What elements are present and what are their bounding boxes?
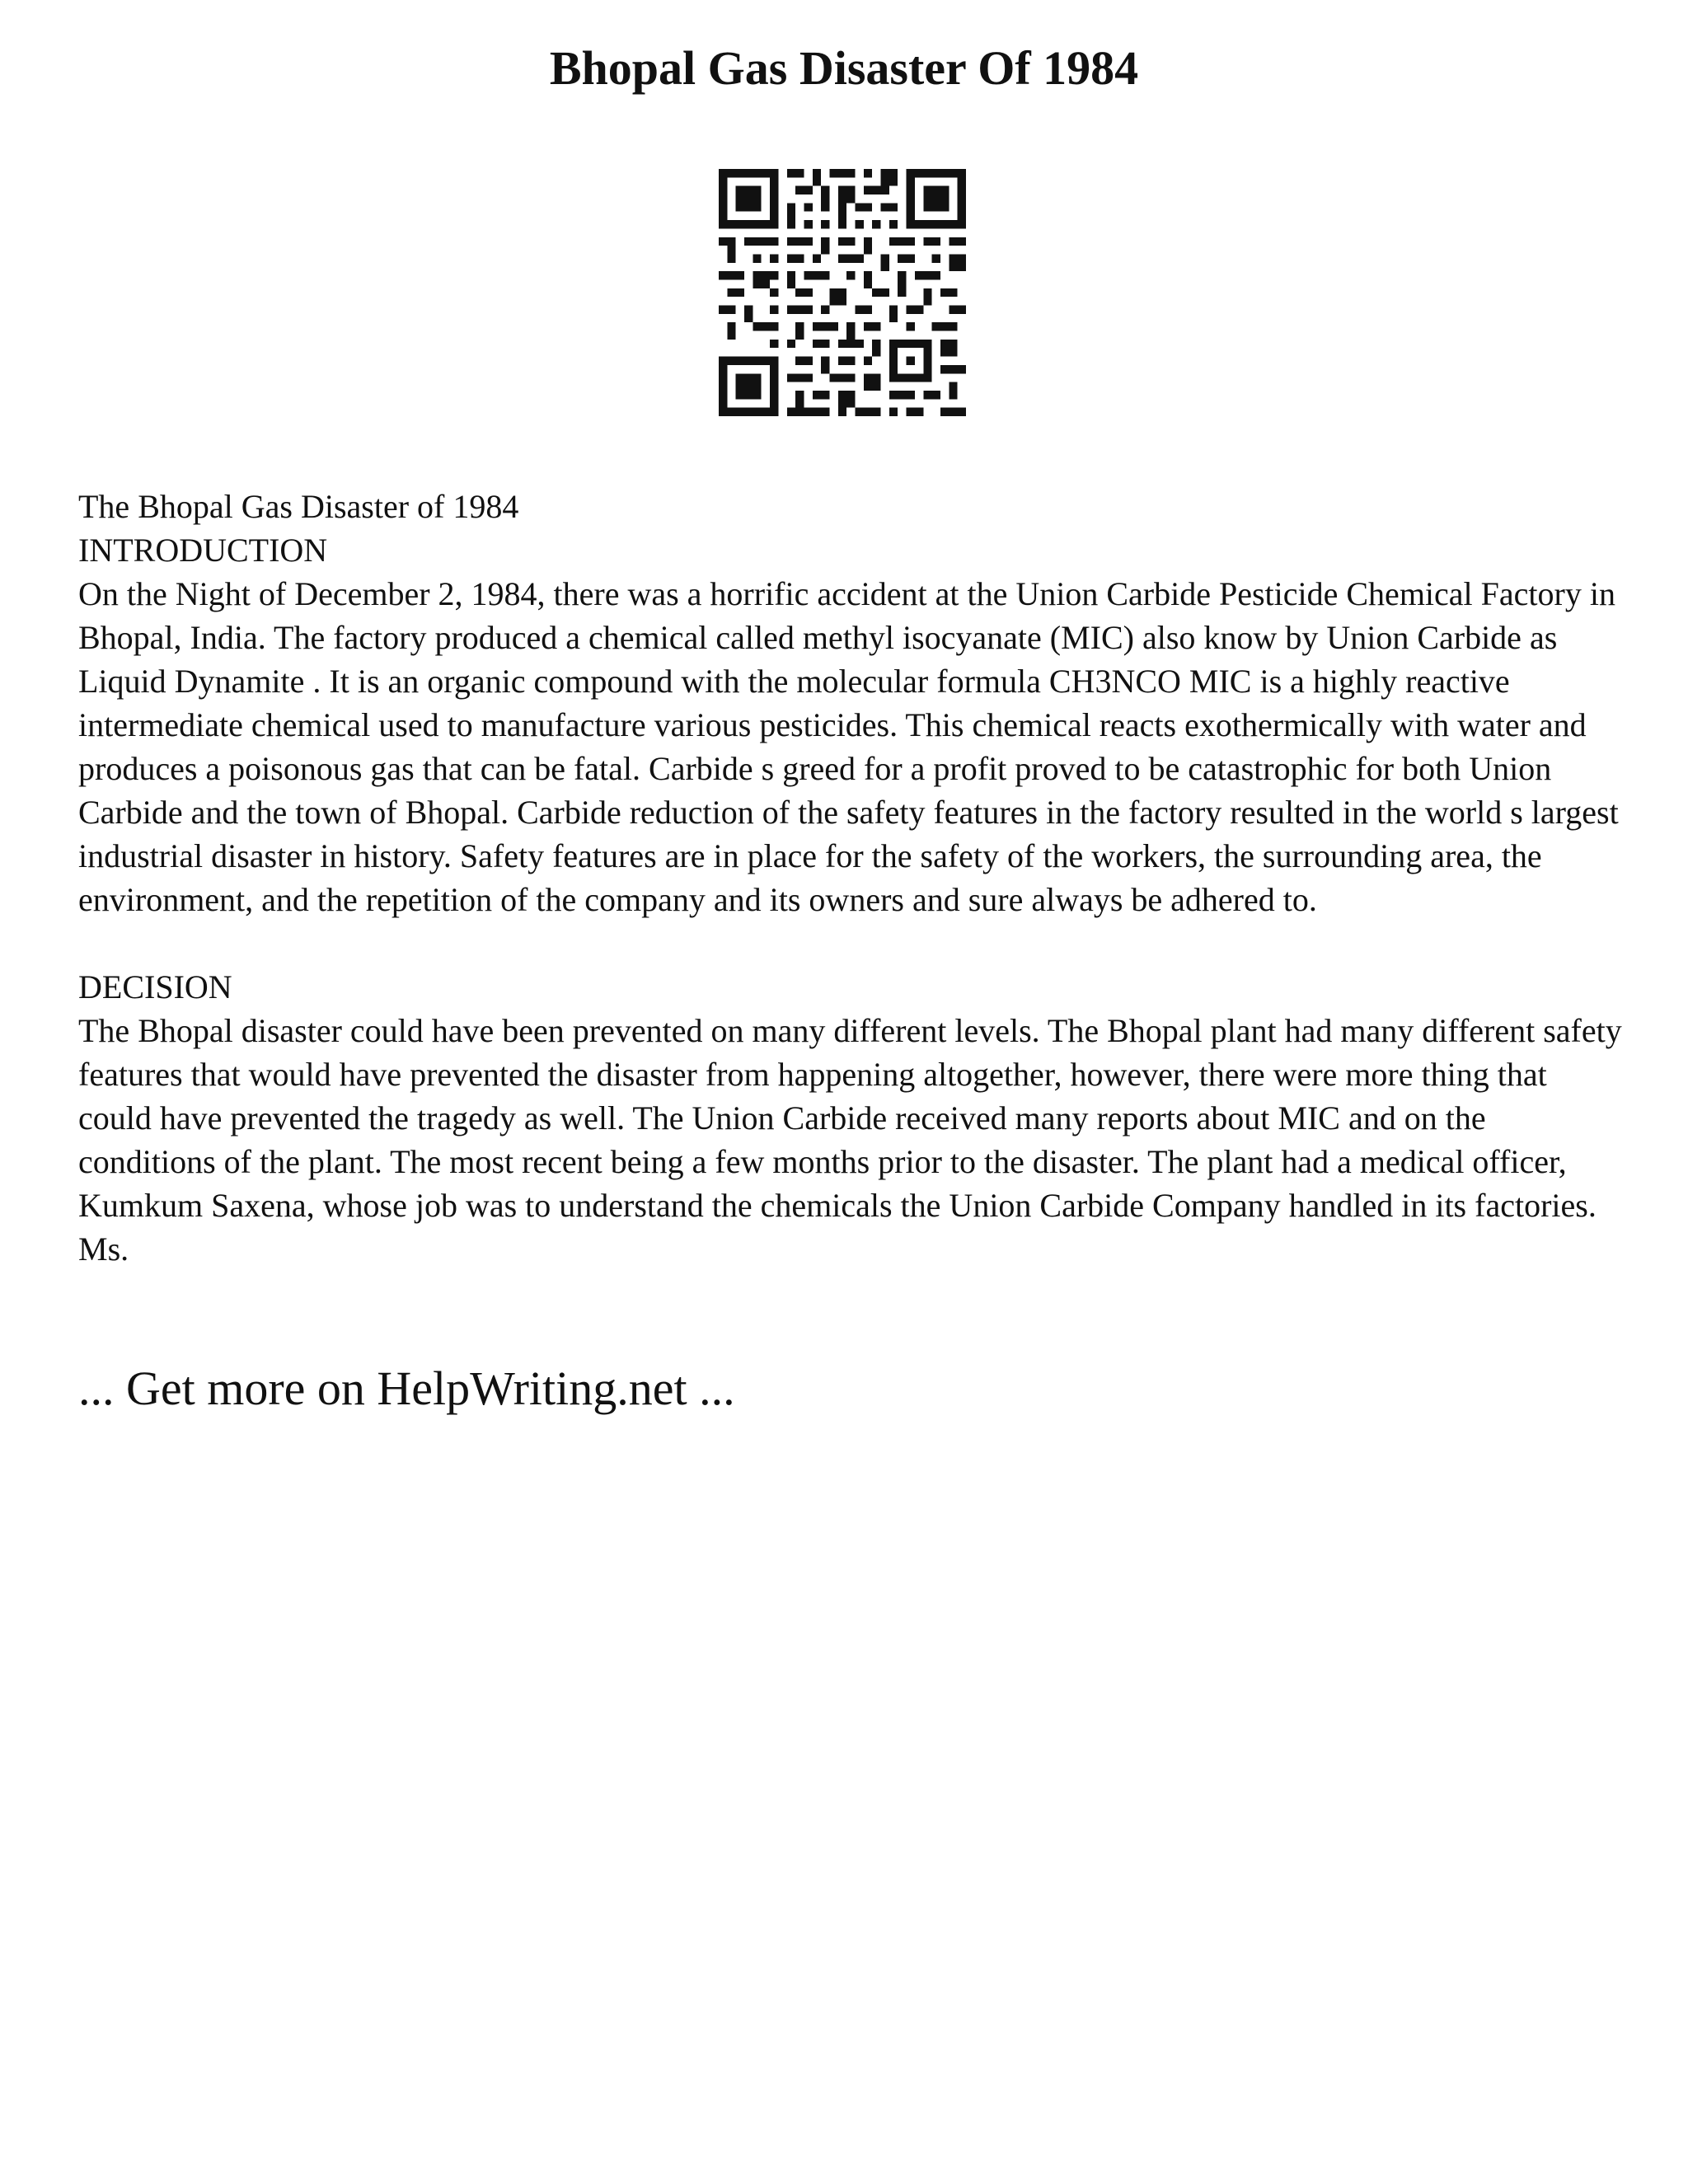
- document-subtitle: The Bhopal Gas Disaster of 1984: [78, 488, 519, 525]
- section-heading-decision: DECISION: [78, 968, 232, 1005]
- get-more-link[interactable]: ... Get more on HelpWriting.net ...: [78, 1361, 735, 1415]
- paragraph-spacer: [78, 921, 1628, 965]
- section-body-decision: The Bhopal disaster could have been prevented on many different levels. The Bhopal plant had many different safety features that would have prevented the disaster from happening altogether, however, there were more thing that could have prevented the tragedy as well. The Union Carbide received many reports about MIC and on the conditions of the plant. The most recent being a few months prior to the disaster. The plant had a medical officer, Kumkum Saxena, whose job was to understand the chemicals the Union Carbide Company handled in its factories. Ms.: [78, 1012, 1622, 1268]
- qr-code-graphic: [719, 169, 966, 416]
- section-heading-introduction: INTRODUCTION: [78, 532, 328, 569]
- document-body: [78, 485, 1628, 1271]
- page-title: Bhopal Gas Disaster Of 1984: [549, 41, 1139, 95]
- section-body-introduction: On the Night of December 2, 1984, there was a horrific accident at the Union Carbide Pesticide Chemical Factory in Bhopal, India. The factory produced a chemical called methyl isocyanate (MIC) also know by Union Carbide as Liquid Dynamite . It is an organic compound with the molecular formula CH3NCO MIC is a highly reactive intermediate chemical used to manufacture various pesticides. This chemical reacts exothermically with water and produces a poisonous gas that can be fatal. Carbide s greed for a profit proved to be catastrophic for both Union Carbide and the town of Bhopal. Carbide reduction of the safety features in the factory resulted in the world s largest industrial disaster in history. Safety features are in place for the safety of the workers, the surrounding area, the environment, and the repetition of the company and its owners and sure always be adhered to.: [78, 575, 1619, 918]
- qr-code-icon: [719, 169, 966, 416]
